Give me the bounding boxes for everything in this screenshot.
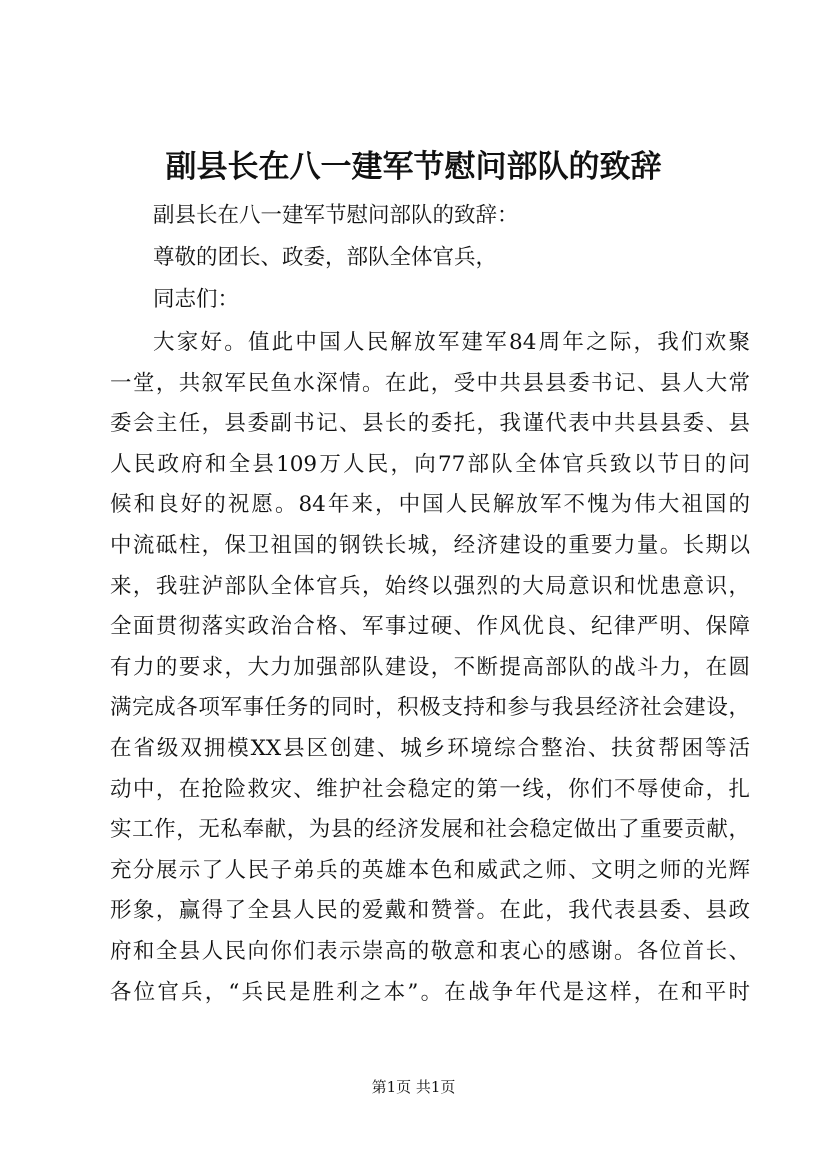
body-line: 全面贯彻落实政治合格、军事过硬、作风优良、纪律严明、保障 — [110, 614, 750, 640]
body-line: 一堂，共叙军民鱼水深情。在此，受中共县县委书记、县人大常 — [110, 370, 750, 396]
body-line: 中流砥柱，保卫祖国的钢铁长城，经济建设的重要力量。长期以 — [110, 532, 750, 558]
body-line: 满完成各项军事任务的同时，积极支持和参与我县经济社会建设， — [110, 695, 750, 721]
document-title: 副县长在八一建军节慰问部队的致辞 — [165, 149, 662, 185]
body-line: 动中，在抢险救灾、维护社会稳定的第一线，你们不辱使命，扎 — [110, 776, 750, 802]
body-line: 有力的要求，大力加强部队建设，不断提高部队的战斗力，在圆 — [110, 654, 750, 680]
body-line: 委会主任，县委副书记、县长的委托，我谨代表中共县县委、县 — [110, 411, 750, 437]
body-line: 实工作，无私奉献，为县的经济发展和社会稳定做出了重要贡献， — [110, 817, 750, 843]
page-footer: 第1页 共1页 — [371, 1078, 456, 1096]
body-line: 充分展示了人民子弟兵的英雄本色和威武之师、文明之师的光辉 — [110, 857, 750, 883]
body-text — [110, 323, 750, 1013]
body-line: 形象，赢得了全县人民的爱戴和赞誉。在此，我代表县委、县政 — [110, 898, 750, 924]
paragraph-heading: 副县长在八一建军节慰问部队的致辞： — [153, 203, 519, 228]
body-line: 在省级双拥模XX县区创建、城乡环境综合整治、扶贫帮困等活 — [110, 735, 750, 761]
body-line: 大家好。值此中国人民解放军建军84周年之际，我们欢聚 — [153, 330, 750, 355]
paragraph-salutation: 尊敬的团长、政委，部队全体官兵， — [153, 245, 498, 270]
body-line: 来，我驻泸部队全体官兵，始终以强烈的大局意识和忧患意识， — [110, 573, 750, 599]
body-line: 候和良好的祝愿。84年来，中国人民解放军不愧为伟大祖国的 — [110, 492, 750, 518]
body-line: 各位官兵，“兵民是胜利之本”。在战争年代是这样，在和平时 — [110, 979, 750, 1005]
body-line: 人民政府和全县109万人民，向77部队全体官兵致以节日的问 — [110, 451, 750, 477]
paragraph-greeting: 同志们： — [153, 287, 240, 312]
body-line: 府和全县人民向你们表示崇高的敬意和衷心的感谢。各位首长、 — [110, 938, 750, 964]
